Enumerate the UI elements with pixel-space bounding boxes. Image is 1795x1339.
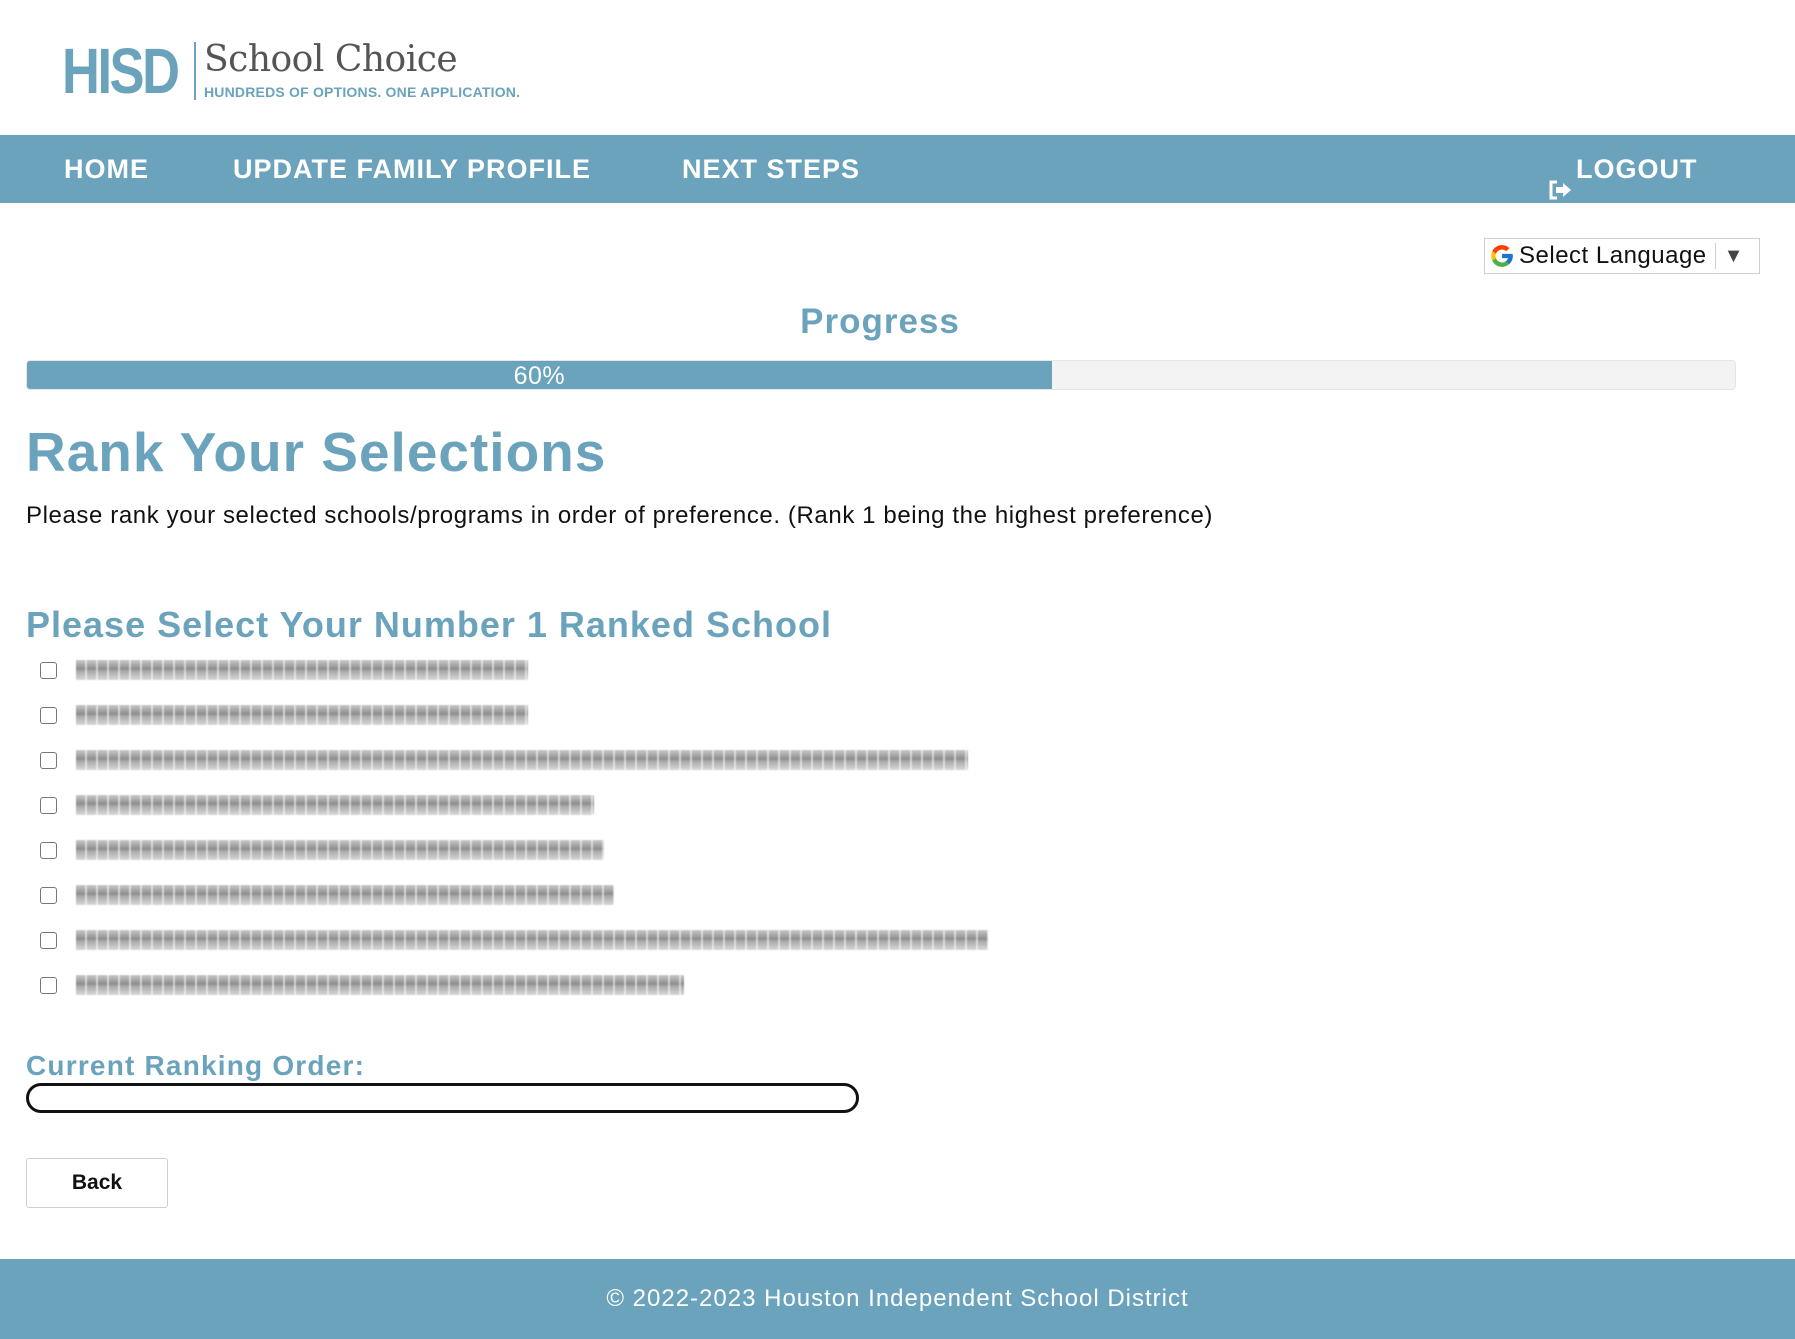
school-checkbox[interactable]	[40, 662, 57, 679]
nav-next-steps[interactable]: NEXT STEPS	[682, 154, 861, 184]
dropdown-arrow-icon: ▼	[1723, 244, 1744, 267]
language-select-label: Select Language	[1519, 242, 1707, 269]
progress-title: Progress	[800, 302, 960, 341]
logout-label: LOGOUT	[1576, 154, 1698, 184]
logo-title: School Choice	[204, 39, 458, 80]
progress-bar	[26, 360, 1736, 390]
school-checkbox[interactable]	[40, 752, 57, 769]
school-option-row[interactable]	[40, 655, 528, 685]
logo-tagline: HUNDREDS OF OPTIONS. ONE APPLICATION.	[204, 84, 521, 100]
redaction-blur	[76, 840, 604, 860]
school-option-row[interactable]	[40, 925, 988, 955]
school-checkbox[interactable]	[40, 797, 57, 814]
redaction-blur	[76, 975, 684, 995]
logo-mark: HISD	[62, 35, 178, 107]
redaction-blur	[76, 885, 614, 905]
current-ranking-label: Current Ranking Order:	[26, 1050, 366, 1081]
site-footer	[0, 1259, 1795, 1339]
school-option-row[interactable]	[40, 835, 604, 865]
school-option-row[interactable]	[40, 790, 594, 820]
ranking-instructions: Please rank your selected schools/programs in order of preference. (Rank 1 being the highest preference)	[26, 502, 1214, 529]
school-checkbox[interactable]	[40, 842, 57, 859]
logout-icon	[1548, 158, 1574, 180]
redaction-blur	[76, 795, 594, 815]
site-header	[0, 0, 1795, 135]
language-select-separator	[1715, 243, 1716, 269]
logo-divider	[194, 42, 196, 100]
redaction-blur	[76, 750, 968, 770]
main-nav	[0, 135, 1795, 203]
school-option-row[interactable]	[40, 745, 968, 775]
language-select[interactable]	[1484, 238, 1760, 274]
redaction-blur	[76, 705, 528, 725]
page-title: Rank Your Selections	[26, 421, 607, 483]
section-title: Please Select Your Number 1 Ranked School	[26, 604, 832, 645]
footer-copyright: © 2022-2023 Houston Independent School District	[606, 1285, 1189, 1312]
back-button[interactable]: Back	[26, 1158, 168, 1208]
school-option-row[interactable]	[40, 880, 614, 910]
school-checkbox[interactable]	[40, 887, 57, 904]
school-option-row[interactable]	[40, 970, 684, 1000]
school-option-row[interactable]	[40, 700, 528, 730]
hisd-school-choice-logo[interactable]	[62, 36, 520, 106]
nav-logout[interactable]	[1548, 135, 1698, 203]
redaction-blur	[76, 930, 988, 950]
school-checkbox[interactable]	[40, 932, 57, 949]
logo-text	[204, 39, 521, 100]
redaction-blur	[76, 660, 528, 680]
nav-home[interactable]: HOME	[64, 154, 149, 184]
current-ranking-order-field	[26, 1083, 859, 1113]
nav-update-family-profile[interactable]: UPDATE FAMILY PROFILE	[233, 154, 592, 184]
progress-bar-label: 60%	[513, 362, 566, 390]
school-checkbox[interactable]	[40, 707, 57, 724]
google-g-icon	[1489, 243, 1515, 269]
school-checkbox[interactable]	[40, 977, 57, 994]
